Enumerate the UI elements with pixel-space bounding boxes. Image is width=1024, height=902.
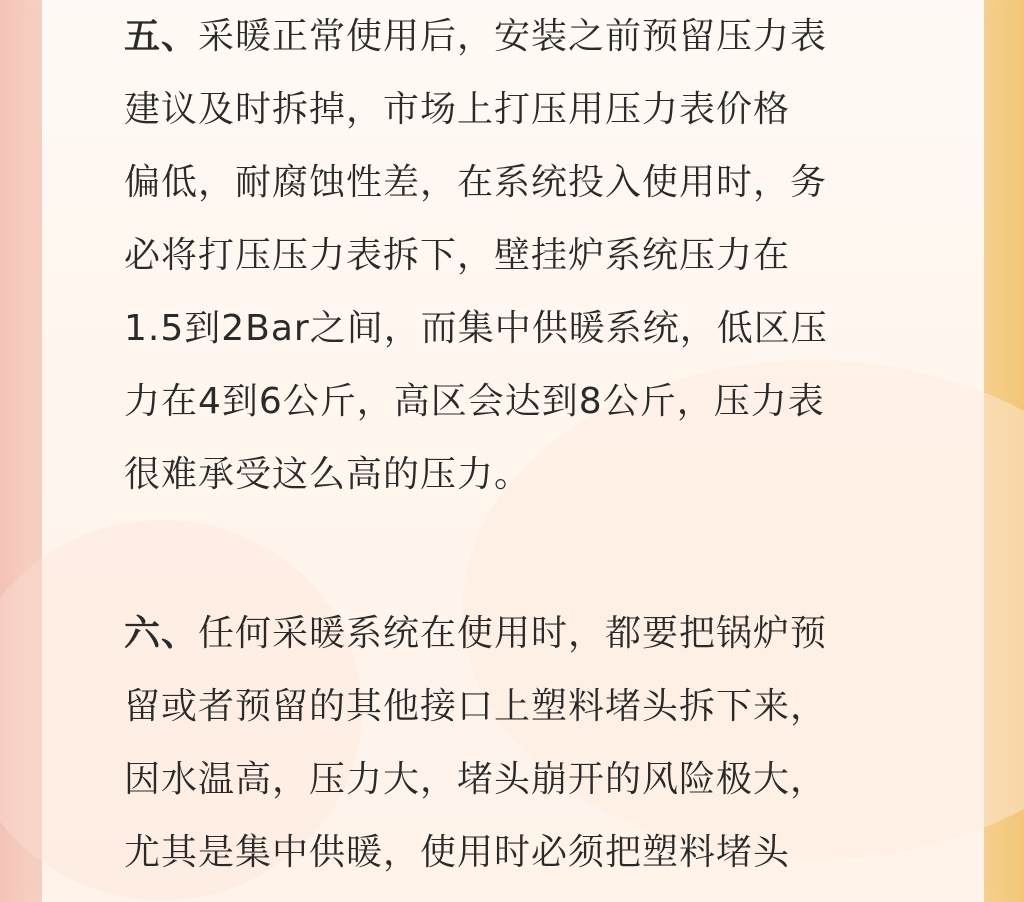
section-five-line-7: 很难承受这么高的压力。 bbox=[124, 454, 532, 495]
section-five bbox=[124, 0, 924, 511]
section-five-line-3: 偏低，耐腐蚀性差，在系统投入使用时，务 bbox=[124, 162, 828, 203]
section-five-line-2: 建议及时拆掉，市场上打压用压力表价格 bbox=[124, 89, 791, 130]
section-six-number: 六、 bbox=[124, 613, 199, 654]
section-five-number: 五、 bbox=[124, 16, 199, 57]
section-six-line-4: 尤其是集中供暖，使用时必须把塑料堵头 bbox=[124, 832, 791, 873]
section-six bbox=[124, 597, 924, 889]
section-six-line-3: 因水温高，压力大，堵头崩开的风险极大， bbox=[124, 759, 828, 800]
section-five-line-1: 五、采暖正常使用后，安装之前预留压力表 bbox=[124, 16, 828, 57]
section-six-line-1: 六、任何采暖系统在使用时，都要把锅炉预 bbox=[124, 613, 828, 654]
section-six-line-2: 留或者预留的其他接口上塑料堵头拆下来， bbox=[124, 686, 828, 727]
section-five-line-4: 必将打压压力表拆下，壁挂炉系统压力在 bbox=[124, 235, 791, 276]
section-five-line-5: 1.5到2Bar之间，而集中供暖系统，低区压 bbox=[124, 308, 828, 349]
section-five-line-6: 力在4到6公斤，高区会达到8公斤，压力表 bbox=[124, 381, 825, 422]
